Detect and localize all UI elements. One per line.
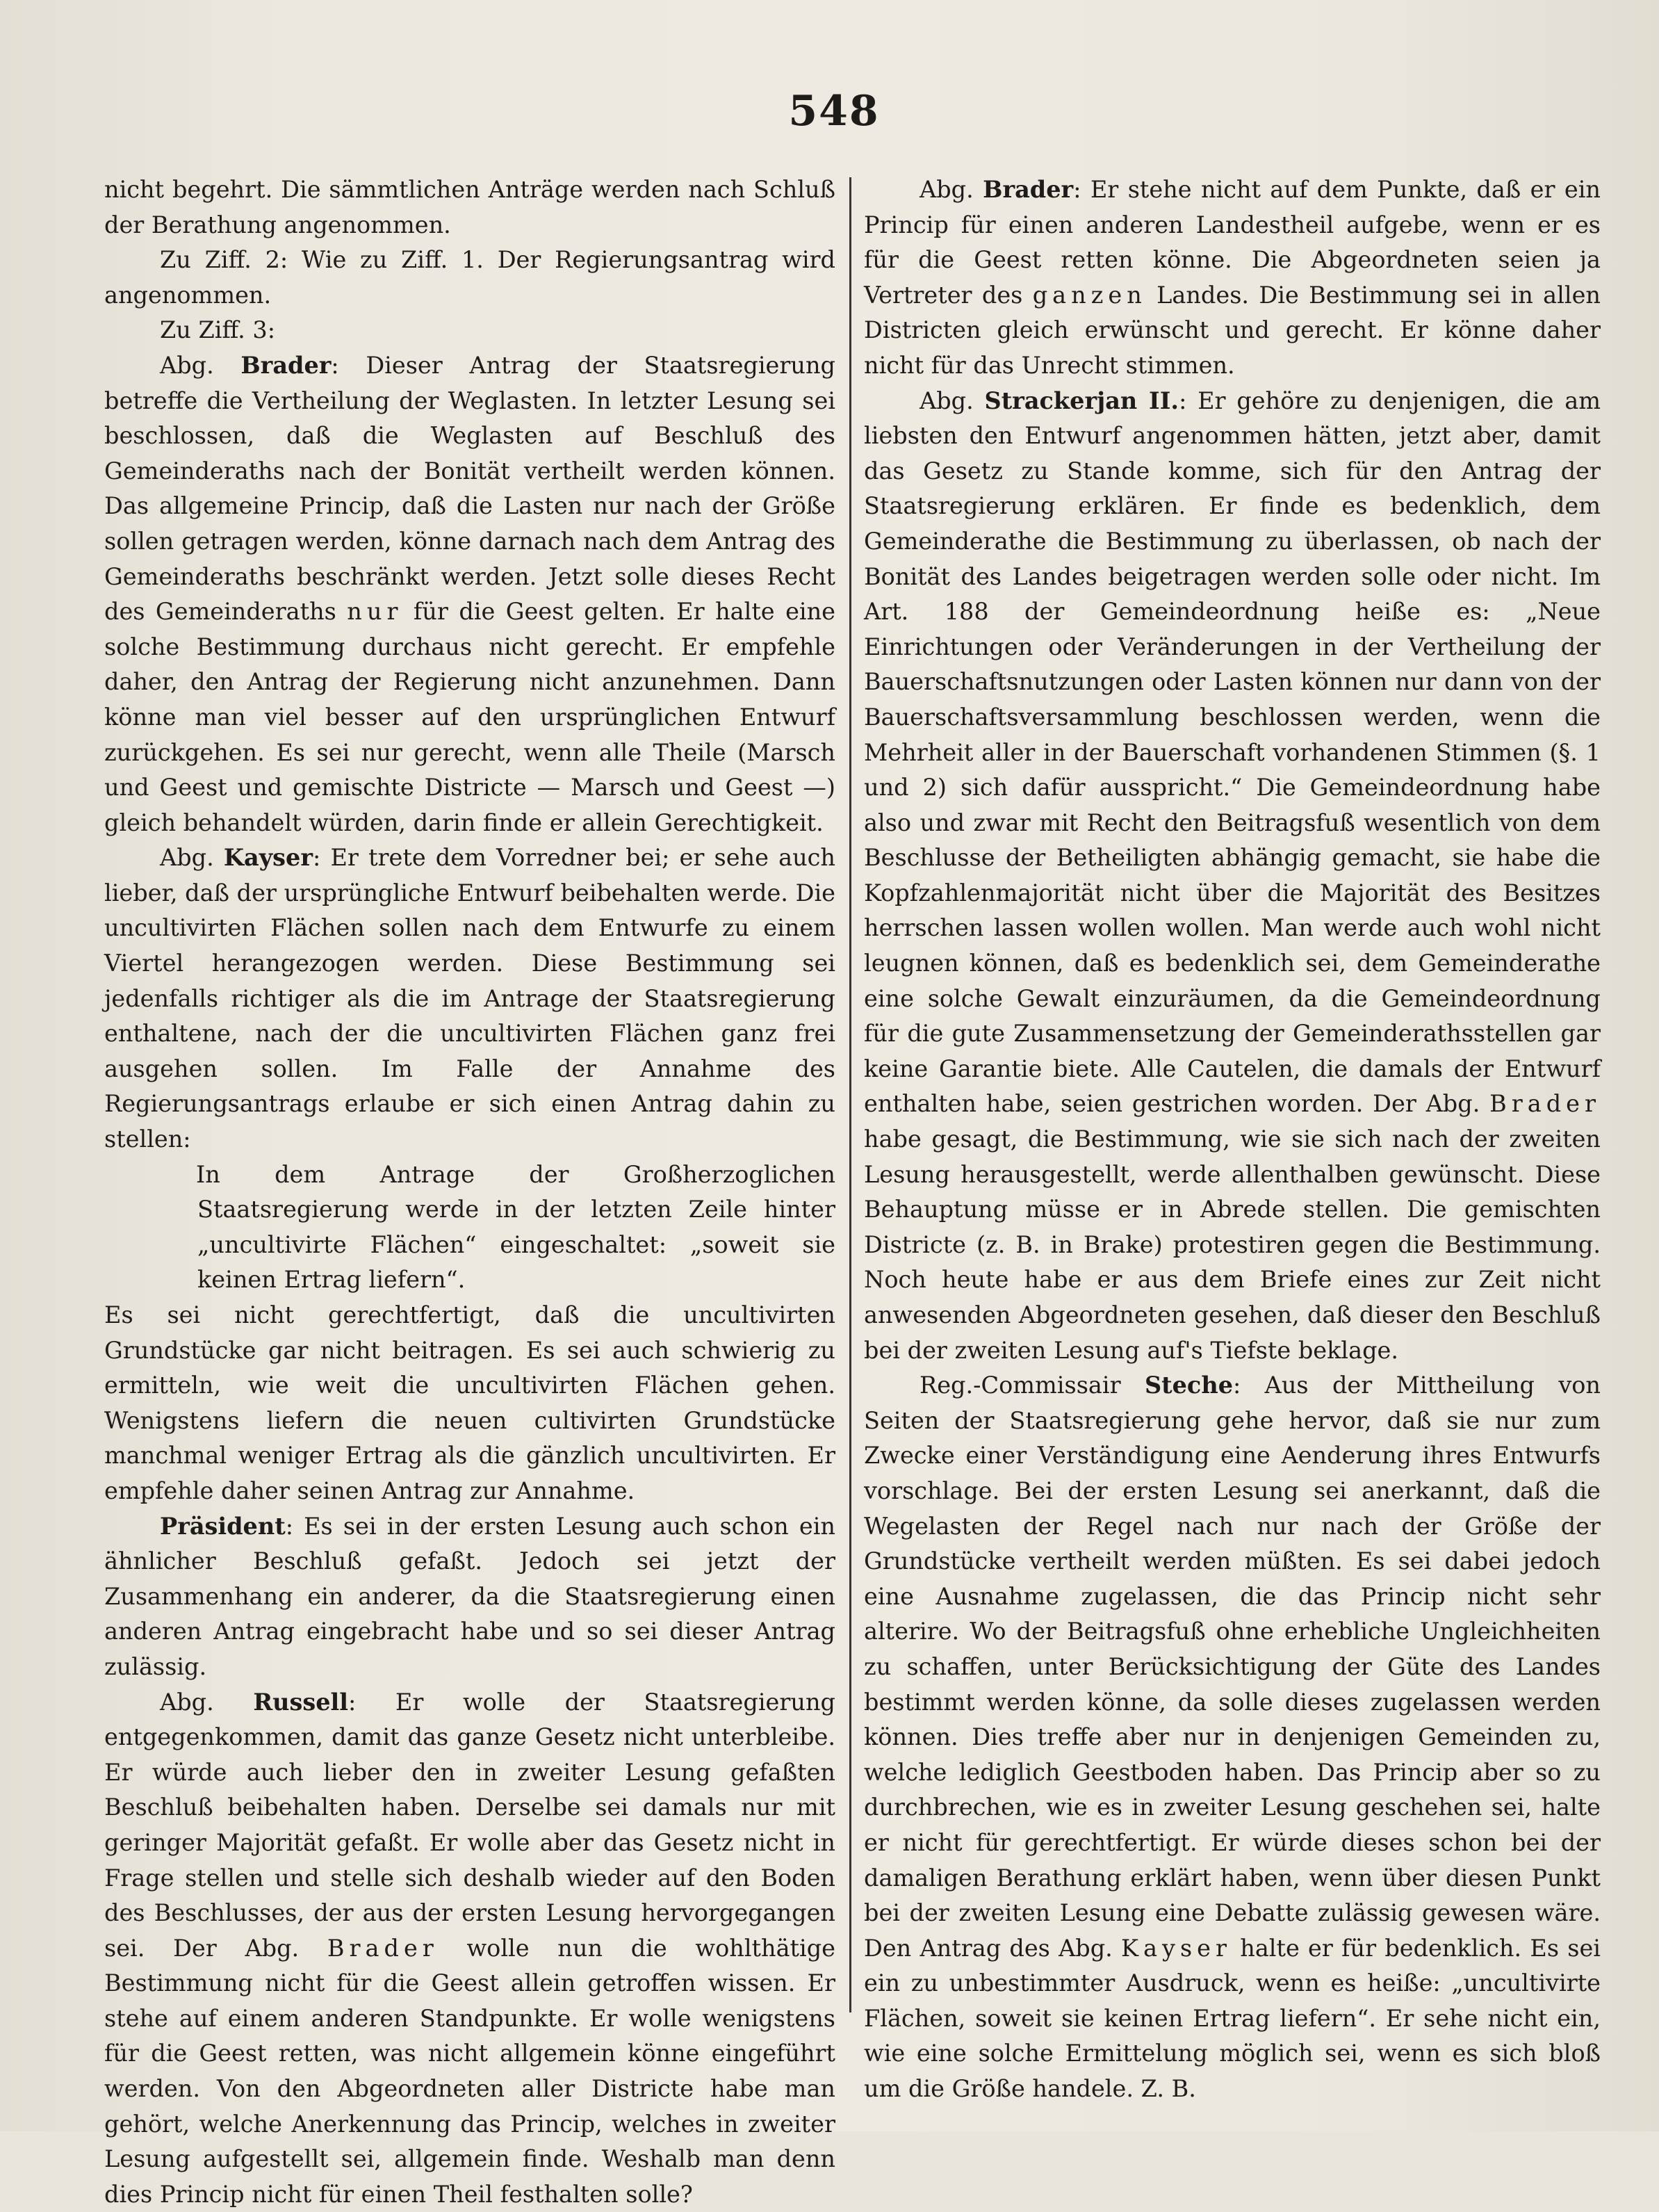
speech-text: : Er wolle der Staatsregierung entgegenkommen, damit das ganze Gesetz nicht unterbleibe. Er würde auch lieber den in zweiter Lesung gefaßten Beschluß beibehalten haben. Derselbe sei damals nur mit geringer Majorität gefaßt. Er wolle aber das Gesetz nicht in Frage stellen und stelle sich deshalb wieder auf den Boden des Beschlusses, der aus der ersten Lesung hervorgegangen sei. Der Abg. xyxy=(104,1688,835,1962)
speech-paragraph xyxy=(104,1685,835,2212)
paragraph: nicht begehrt. Die sämmtlichen Anträge werden nach Schluß der Berathung angenommen. xyxy=(104,176,835,238)
quoted-motion: In dem Antrage der Großherzoglichen Staatsregierung werde in der letzten Zeile hinter „uncultivirte Flächen“ eingeschaltet: „soweit sie keinen Ertrag liefern“. xyxy=(196,1160,835,1294)
speaker-prefix: Abg. xyxy=(160,844,224,872)
speech-text: Landes. Die Bestimmung sei in allen Districten gleich erwünscht und gerecht. Er könne daher nicht für das Unrecht stimmen. xyxy=(864,281,1601,379)
speaker-name: Präsident xyxy=(160,1512,286,1540)
speech-text: : Dieser Antrag der Staatsregierung betreffe die Vertheilung der Weglasten. In letzter Lesung sei beschlossen, daß die Weglasten auf Beschluß des Gemeinderaths nach der Bonität vertheilt werden können. Das allgemeine Princip, daß die Lasten nur nach der Größe sollen getragen werden, könne darnach nach dem Antrag des Gemeinderaths beschränkt werden. Jetzt solle dieses Recht des Gemeinderaths xyxy=(104,351,835,626)
speaker-prefix: Abg. xyxy=(160,1688,254,1716)
speaker-prefix: Abg. xyxy=(920,387,985,414)
speaker-name: Steche xyxy=(1144,1372,1234,1399)
right-column xyxy=(864,172,1601,2107)
paragraph: Zu Ziff. 2: Wie zu Ziff. 1. Der Regierungsantrag wird angenommen. xyxy=(104,246,835,309)
emphasis-text: ganzen xyxy=(1032,281,1147,309)
speech-text: : Es sei in der ersten Lesung auch schon ein ähnlicher Beschluß gefaßt. Jedoch sei jetzt der Zusammenhang ein anderer, da die Staatsregierung einen anderen Antrag eingebracht habe und so sei dieser Antrag zulässig. xyxy=(104,1512,835,1680)
speaker-name: Strackerjan II. xyxy=(984,387,1179,414)
speech-text: halte er für bedenklich. Es sei ein zu unbestimmter Ausdruck, wenn es heiße: „uncultivirte Flächen, soweit sie keinen Ertrag liefern“. Er sehe nicht ein, wie eine solche Ermittelung möglich sei, wenn es sich bloß um die Größe handele. Z. B. xyxy=(864,1934,1601,2103)
emphasis-text: Brader xyxy=(1489,1090,1601,1118)
column-divider xyxy=(849,177,851,2012)
speech-paragraph xyxy=(864,1368,1601,2106)
speech-paragraph xyxy=(864,384,1601,1369)
left-column xyxy=(104,172,835,2212)
speaker-prefix: Reg.-Commissair xyxy=(920,1372,1145,1399)
speech-paragraph xyxy=(104,840,835,1157)
speaker-name: Brader xyxy=(240,351,332,379)
speaker-name: Brader xyxy=(983,176,1074,203)
paragraph: Es sei nicht gerechtfertigt, daß die uncultivirten Grundstücke gar nicht beitragen. Es sei auch schwierig zu ermitteln, wie weit die uncultivirten Flächen gehen. Wenigstens liefern die neuen cultivirten Grundstücke manchmal weniger Ertrag als die gänzlich uncultivirten. Er empfehle daher seinen Antrag zur Annahme. xyxy=(104,1301,835,1504)
speech-text: habe gesagt, die Bestimmung, wie sie sich nach der zweiten Lesung herausgestellt, werde allenthalben gewünscht. Diese Behauptung müsse er in Abrede stellen. Die gemischten Districte (z. B. in Brake) protestiren gegen die Bestimmung. Noch heute habe er aus dem Briefe eines zur Zeit nicht anwesenden Abgeordneten gesehen, daß dieser den Beschluß bei der zweiten Lesung auf's Tiefste beklage. xyxy=(864,1125,1601,1364)
emphasis-text: Brader xyxy=(327,1934,439,1962)
paragraph: Zu Ziff. 3: xyxy=(160,316,275,344)
speaker-prefix: Abg. xyxy=(920,176,983,203)
speech-text: : Er stehe nicht auf dem Punkte, daß er ein Princip für einen anderen Landestheil aufgebe, wenn er es für die Geest retten könne. Die Abgeordneten seien ja Vertreter des xyxy=(864,176,1601,309)
speech-text: wolle nun die wohlthätige Bestimmung nicht für die Geest allein getroffen wissen. Er stehe auf einem anderen Standpunkte. Er wolle wenigstens für die Geest retten, was nicht allgemein könne eingeführt werden. Von den Abgeordneten aller Districte habe man gehört, welche Anerkennung das Princip, welches in zweiter Lesung aufgestellt sei, allgemein finde. Weshalb man denn dies Princip nicht für einen Theil festhalten solle? xyxy=(104,1934,835,2208)
speaker-name: Russell xyxy=(253,1688,349,1716)
speaker-name: Kayser xyxy=(223,844,313,872)
speech-text: : Er trete dem Vorredner bei; er sehe auch lieber, daß der ursprüngliche Entwurf beibehalten werde. Die uncultivirten Flächen sollen nach dem Entwurfe zu einem Viertel herangezogen werden. Diese Bestimmung sei jedenfalls richtiger als die im Antrage der Staatsregierung enthaltene, nach der die uncultivirten Flächen ganz frei ausgehen sollen. Im Falle der Annahme des Regierungsantrags erlaube er sich einen Antrag dahin zu stellen: xyxy=(104,844,835,1153)
emphasis-text: Kayser xyxy=(1121,1934,1232,1962)
emphasis-text: nur xyxy=(347,598,403,626)
speech-paragraph xyxy=(864,172,1601,384)
speech-text: für die Geest gelten. Er halte eine solche Bestimmung durchaus nicht gerecht. Er empfehle daher, den Antrag der Regierung nicht anzunehmen. Dann könne man viel besser auf den ursprünglichen Entwurf zurückgehen. Es sei nur gerecht, wenn alle Theile (Marsch und Geest und gemischte Districte — Marsch und Geest —) gleich behandelt würden, darin finde er allein Gerechtigkeit. xyxy=(104,598,836,836)
speech-text: : Aus der Mittheilung von Seiten der Staatsregierung gehe hervor, daß sie nur zum Zwecke einer Verständigung eine Aenderung ihres Entwurfs vorschlage. Bei der ersten Lesung sei anerkannt, daß die Wegelasten der Regel nach nur nach der Größe der Grundstücke vertheilt werden müßten. Es sei dabei jedoch eine Ausnahme zugelassen, die das Princip nicht sehr alterire. Wo der Beitragsfuß ohne erhebliche Ungleichheiten zu schaffen, unter Berücksichtigung der Güte des Landes bestimmt werden könne, da solle dieses zugelassen werden können. Dies treffe aber nur in denjenigen Gemeinden zu, welche lediglich Geestboden haben. Das Princip aber so zu durchbrechen, wie es in zweiter Lesung geschehen sei, halte er nicht für gerechtfertigt. Er würde dieses schon bei der damaligen Berathung erklärt haben, wenn über diesen Punkt bei der zweiten Lesung eine Debatte zulässig gewesen wäre. Den Antrag des Abg. xyxy=(864,1372,1601,1962)
page-number: 548 xyxy=(788,87,880,136)
speech-paragraph xyxy=(104,1509,835,1685)
speech-paragraph xyxy=(104,348,835,840)
speaker-prefix: Abg. xyxy=(160,351,241,379)
speech-text: : Er gehöre zu denjenigen, die am liebsten den Entwurf angenommen hätten, jetzt aber, damit das Gesetz zu Stande komme, sich für den Antrag der Staatsregierung erklären. Er finde es bedenklich, dem Gemeinderathe die Bestimmung zu überlassen, ob nach der Bonität des Landes beigetragen werden solle oder nicht. Im Art. 188 der Gemeindeordnung heiße es: „Neue Einrichtungen oder Veränderungen in der Vertheilung der Bauerschaftsnutzungen oder Lasten können nur dann von der Bauerschaftsversammlung beschlossen werden, wenn die Mehrheit aller in der Bauerschaft vorhandenen Stimmen (§. 1 und 2) sich dafür ausspricht.“ Die Gemeindeordnung habe also und zwar mit Recht den Beitragsfuß wesentlich von dem Beschlusse der Betheiligten abhängig gemacht, sie habe die Kopfzahlenmajorität nicht über die Majorität des Besitzes herrschen lassen wollen wollen. Man werde auch wohl nicht leugnen können, daß es bedenklich sei, dem Gemeinderathe eine solche Gewalt einzuräumen, da die Gemeindeordnung für die gute Zusammensetzung der Gemeinderathsstellen gar keine Garantie biete. Alle Cautelen, die damals der Entwurf enthalten habe, seien gestrichen worden. Der Abg. xyxy=(864,387,1601,1118)
